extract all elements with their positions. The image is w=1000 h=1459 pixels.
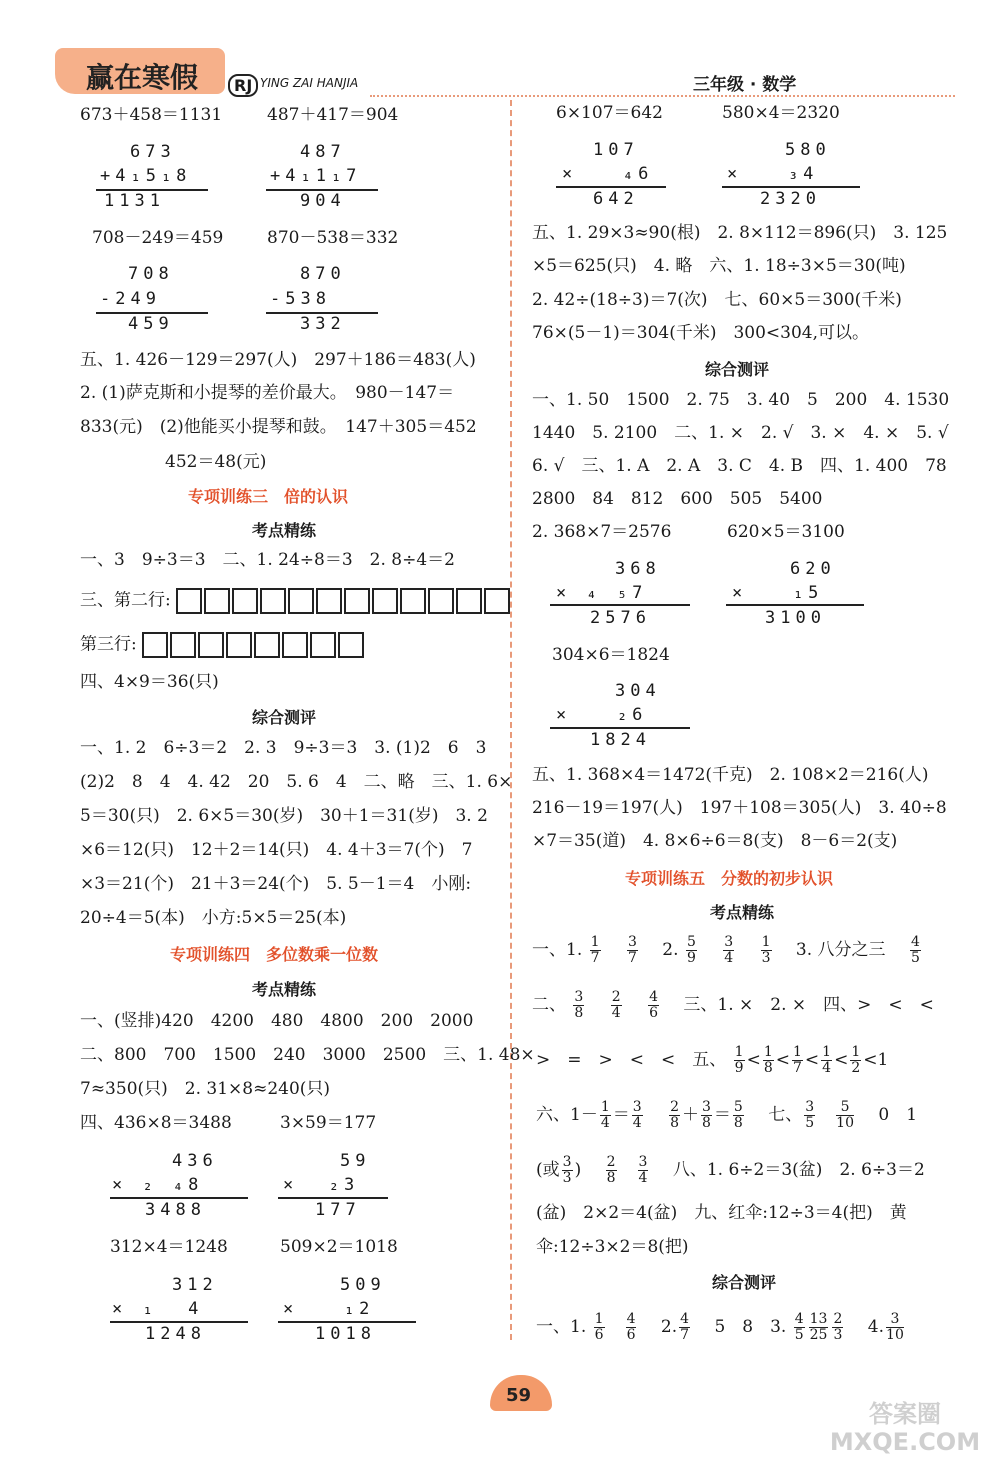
vcalc-6-top: 59 bbox=[340, 1151, 371, 1171]
vcalc-8-mid: × ₁2 bbox=[283, 1299, 375, 1319]
row2-boxes bbox=[176, 591, 512, 611]
watermark: 答案圈 MXQE.COM bbox=[829, 1400, 981, 1456]
right-z2-5a: 2. 368×7＝2576 bbox=[532, 522, 672, 542]
vcalc-6-line bbox=[278, 1197, 388, 1199]
header-title: 赢在寒假 bbox=[86, 61, 199, 94]
frac-line-1: 一、1. $\frac{1}{7}$ $\frac{3}{7}$ 2. $\frac{5}{9}$ $\frac{3}{4}$ $\frac{1}{3}$ 3. 八分之三 $\frac{4}{5}$ bbox=[532, 934, 920, 966]
left-s3-2 bbox=[80, 588, 512, 614]
vcalc-1-mid: +4₁5₁8 bbox=[100, 166, 192, 186]
vcalc-5-mid: × ₂ ₄8 bbox=[112, 1175, 204, 1195]
right-z2-5b: 620×5＝3100 bbox=[727, 522, 845, 542]
left-s3-3 bbox=[80, 632, 366, 658]
rvcalc-3-mid: × ₄ ₅7 bbox=[556, 583, 648, 603]
right-z2-7: 216－19＝197(人) 197＋108＝305(人) 3. 40÷8 bbox=[532, 798, 947, 818]
vcalc-4-mid: -538 bbox=[270, 289, 331, 309]
subsection-kaodian-2: 考点精练 bbox=[252, 980, 317, 999]
rvcalc-2-top: 580 bbox=[785, 140, 831, 160]
vcalc-2-res: 904 bbox=[300, 191, 346, 211]
frac-line-6: 一、1. $\frac{1}{6}$ $\frac{4}{6}$ 2. $\frac{4}{7}$ 5 8 3. $\frac{4}{5}$ $\frac{13}{25}$ $\frac{2}{3}$ 4. $\frac{3}{10}$ bbox=[536, 1311, 904, 1343]
frac-line-4: 六、1－ $\frac{1}{4}$ ＝ $\frac{3}{4}$ $\frac{2}{8}$ ＋ $\frac{3}{8}$ ＝ $\frac{5}{8}$ 七、 $\frac{3}{5}$ $\frac{5}{10}$ 0 1 bbox=[536, 1099, 918, 1131]
rvcalc-4-res: 3100 bbox=[765, 608, 826, 628]
rvcalc-1-mid: × ₄6 bbox=[562, 164, 654, 184]
left-p5-2c: 452＝48(元) bbox=[80, 452, 267, 472]
frac-line-3: > = > < < 五、 $\frac{1}{9}$ < $\frac{1}{8}$ < $\frac{1}{7}$ < $\frac{1}{4}$ < $\frac{1}{2}$ <1 bbox=[536, 1044, 889, 1076]
rvcalc-3-res: 2576 bbox=[590, 608, 651, 628]
left-eq2: 487＋417＝904 bbox=[267, 105, 399, 125]
right-z2-3: 6. √ 三、1. A 2. A 3. C 4. B 四、1. 400 78 bbox=[532, 456, 947, 476]
rvcalc-5-line bbox=[550, 727, 690, 729]
rvcalc-1-line bbox=[556, 186, 666, 188]
rvcalc-3-top: 368 bbox=[615, 559, 661, 579]
left-z1-6: 20÷4＝5(本) 小方:5×5＝25(本) bbox=[80, 908, 347, 928]
vcalc-6-res: 177 bbox=[315, 1200, 361, 1220]
vcalc-5-top: 436 bbox=[172, 1151, 218, 1171]
rvcalc-4-top: 620 bbox=[790, 559, 836, 579]
vcalc-7-res: 1248 bbox=[145, 1324, 206, 1344]
rvcalc-2-mid: × ₃4 bbox=[727, 164, 819, 184]
left-s3-4: 四、4×9＝36(只) bbox=[80, 672, 219, 692]
left-eq3: 708－249＝459 bbox=[92, 228, 224, 248]
right-z2-6: 五、1. 368×4＝1472(千克) 2. 108×2＝216(人) bbox=[532, 765, 929, 785]
right-eq3: 304×6＝1824 bbox=[552, 645, 670, 665]
left-s4-4b: 3×59＝177 bbox=[280, 1113, 377, 1133]
right-z2-2: 1440 5. 2100 二、1. × 2. √ 3. × 4. × 5. √ bbox=[532, 423, 949, 443]
subsection-kaodian-3: 考点精练 bbox=[710, 903, 775, 922]
vcalc-7-mid: × ₁ 4 bbox=[112, 1299, 204, 1319]
vcalc-3-mid: -249 bbox=[100, 289, 161, 309]
left-s3-1: 一、3 9÷3＝3 二、1. 24÷8＝3 2. 8÷4＝2 bbox=[80, 550, 455, 570]
left-p5-2b: 833(元) (2)他能买小提琴和鼓。 147＋305＝452 bbox=[80, 417, 477, 437]
rvcalc-5-res: 1824 bbox=[590, 730, 651, 750]
row2-label: 三、第二行: bbox=[80, 590, 171, 611]
header-pinyin: YING ZAI HANJIA bbox=[260, 76, 359, 90]
left-eq6: 509×2＝1018 bbox=[280, 1237, 398, 1257]
frac-line-2: 二、 $\frac{3}{8}$ $\frac{2}{4}$ $\frac{4}{6}$ 三、1. × 2. × 四、> < < bbox=[532, 989, 934, 1021]
vcalc-3-res: 459 bbox=[128, 314, 174, 334]
vcalc-7-line bbox=[110, 1321, 248, 1323]
section-title-4: 专项训练四 多位数乘一位数 bbox=[170, 945, 379, 964]
left-eq5: 312×4＝1248 bbox=[110, 1237, 228, 1257]
left-s4-3: 7≈350(只) 2. 31×8≈240(只) bbox=[80, 1079, 331, 1099]
left-eq1: 673＋458＝1131 bbox=[80, 105, 223, 125]
left-s4-1: 一、(竖排)420 4200 480 4800 200 2000 bbox=[80, 1011, 474, 1031]
subsection-zonghe-2: 综合测评 bbox=[705, 360, 770, 379]
vcalc-1-res: 1131 bbox=[104, 191, 165, 211]
rvcalc-1-res: 642 bbox=[593, 189, 639, 209]
right-z2-4: 2800 84 812 600 505 5400 bbox=[532, 489, 823, 509]
vcalc-6-mid: × ₂3 bbox=[283, 1175, 360, 1195]
right-z2-8: ×7＝35(道) 4. 8×6÷6＝8(支) 8－6＝2(支) bbox=[532, 831, 898, 851]
row3-label: 第三行: bbox=[80, 634, 137, 655]
section-title-3: 专项训练三 倍的认识 bbox=[188, 487, 349, 506]
left-p5-2a: 2. (1)萨克斯和小提琴的差价最大。 980－147＝ bbox=[80, 383, 455, 403]
vcalc-4-top: 870 bbox=[300, 264, 346, 284]
right-r4: 76×(5－1)＝304(千米) 300<304,可以。 bbox=[532, 323, 870, 343]
left-eq4: 870－538＝332 bbox=[267, 228, 399, 248]
vcalc-2-mid: +4₁1₁7 bbox=[270, 166, 362, 186]
right-f6: (盆) 2×2＝4(盆) 九、红伞:12÷3＝4(把) 黄 bbox=[536, 1203, 907, 1223]
rvcalc-5-top: 304 bbox=[615, 681, 661, 701]
row3-boxes bbox=[142, 635, 366, 655]
vcalc-8-top: 509 bbox=[340, 1275, 386, 1295]
header-rule bbox=[370, 95, 955, 97]
rvcalc-2-res: 2320 bbox=[760, 189, 821, 209]
left-s4-2: 二、800 700 1500 240 3000 2500 三、1. 48× bbox=[80, 1045, 535, 1065]
vcalc-4-res: 332 bbox=[300, 314, 346, 334]
rvcalc-2-line bbox=[722, 186, 860, 188]
vcalc-8-line bbox=[278, 1321, 416, 1323]
vcalc-5-line bbox=[110, 1197, 248, 1199]
vcalc-3-top: 708 bbox=[128, 264, 174, 284]
subsection-zonghe-3: 综合测评 bbox=[712, 1273, 777, 1292]
vcalc-5-res: 3488 bbox=[145, 1200, 206, 1220]
section-title-5: 专项训练五 分数的初步认识 bbox=[625, 869, 834, 888]
right-eq1: 6×107＝642 bbox=[556, 103, 663, 123]
vcalc-1-top: 673 bbox=[130, 142, 176, 162]
left-z1-1: 一、1. 2 6÷3＝2 2. 3 9÷3＝3 3. (1)2 6 3 bbox=[80, 738, 487, 758]
rvcalc-5-mid: × ₂6 bbox=[556, 705, 648, 725]
page-number: 59 bbox=[506, 1385, 532, 1406]
rvcalc-4-mid: × ₁5 bbox=[732, 583, 824, 603]
rvcalc-3-line bbox=[550, 604, 690, 606]
column-divider bbox=[510, 100, 512, 1340]
frac-line-5: (或 $\frac{3}{3}$ ) $\frac{2}{8}$ $\frac{3}{4}$ 八、1. 6÷2＝3(盆) 2. 6÷3＝2 bbox=[536, 1154, 925, 1186]
subsection-kaodian-1: 考点精练 bbox=[252, 521, 317, 540]
rvcalc-1-top: 107 bbox=[593, 140, 639, 160]
right-z2-1: 一、1. 50 1500 2. 75 3. 40 5 200 4. 1530 bbox=[532, 390, 950, 410]
header-grade-subject: 三年级 · 数学 bbox=[693, 75, 797, 95]
left-z1-2: (2)2 8 4 4. 42 20 5. 6 4 二、略 三、1. 6× bbox=[80, 772, 513, 792]
subsection-zonghe-1: 综合测评 bbox=[252, 708, 317, 727]
left-p5-1: 五、1. 426－129＝297(人) 297＋186＝483(人) bbox=[80, 350, 476, 370]
left-z1-4: ×6＝12(只) 12＋2＝14(只) 4. 4＋3＝7(个) 7 bbox=[80, 840, 473, 860]
left-z1-5: ×3＝21(个) 21＋3＝24(个) 5. 5－1＝4 小刚: bbox=[80, 874, 472, 894]
header-edition: RJ bbox=[228, 74, 258, 97]
right-r1: 五、1. 29×3≈90(根) 2. 8×112＝896(只) 3. 125 bbox=[532, 223, 948, 243]
right-f7: 伞:12÷3×2＝8(把) bbox=[536, 1237, 689, 1257]
vcalc-2-top: 487 bbox=[300, 142, 346, 162]
vcalc-8-res: 1018 bbox=[315, 1324, 376, 1344]
left-z1-3: 5＝30(只) 2. 6×5＝30(岁) 30＋1＝31(岁) 3. 2 bbox=[80, 806, 488, 826]
left-s4-4a: 四、436×8＝3488 bbox=[80, 1113, 232, 1133]
right-r2: ×5＝625(只) 4. 略 六、1. 18÷3×5＝30(吨) bbox=[532, 256, 906, 276]
rvcalc-4-line bbox=[726, 604, 864, 606]
right-r3: 2. 42÷(18÷3)＝7(次) 七、60×5＝300(千米) bbox=[532, 290, 902, 310]
vcalc-7-top: 312 bbox=[172, 1275, 218, 1295]
right-eq2: 580×4＝2320 bbox=[722, 103, 840, 123]
